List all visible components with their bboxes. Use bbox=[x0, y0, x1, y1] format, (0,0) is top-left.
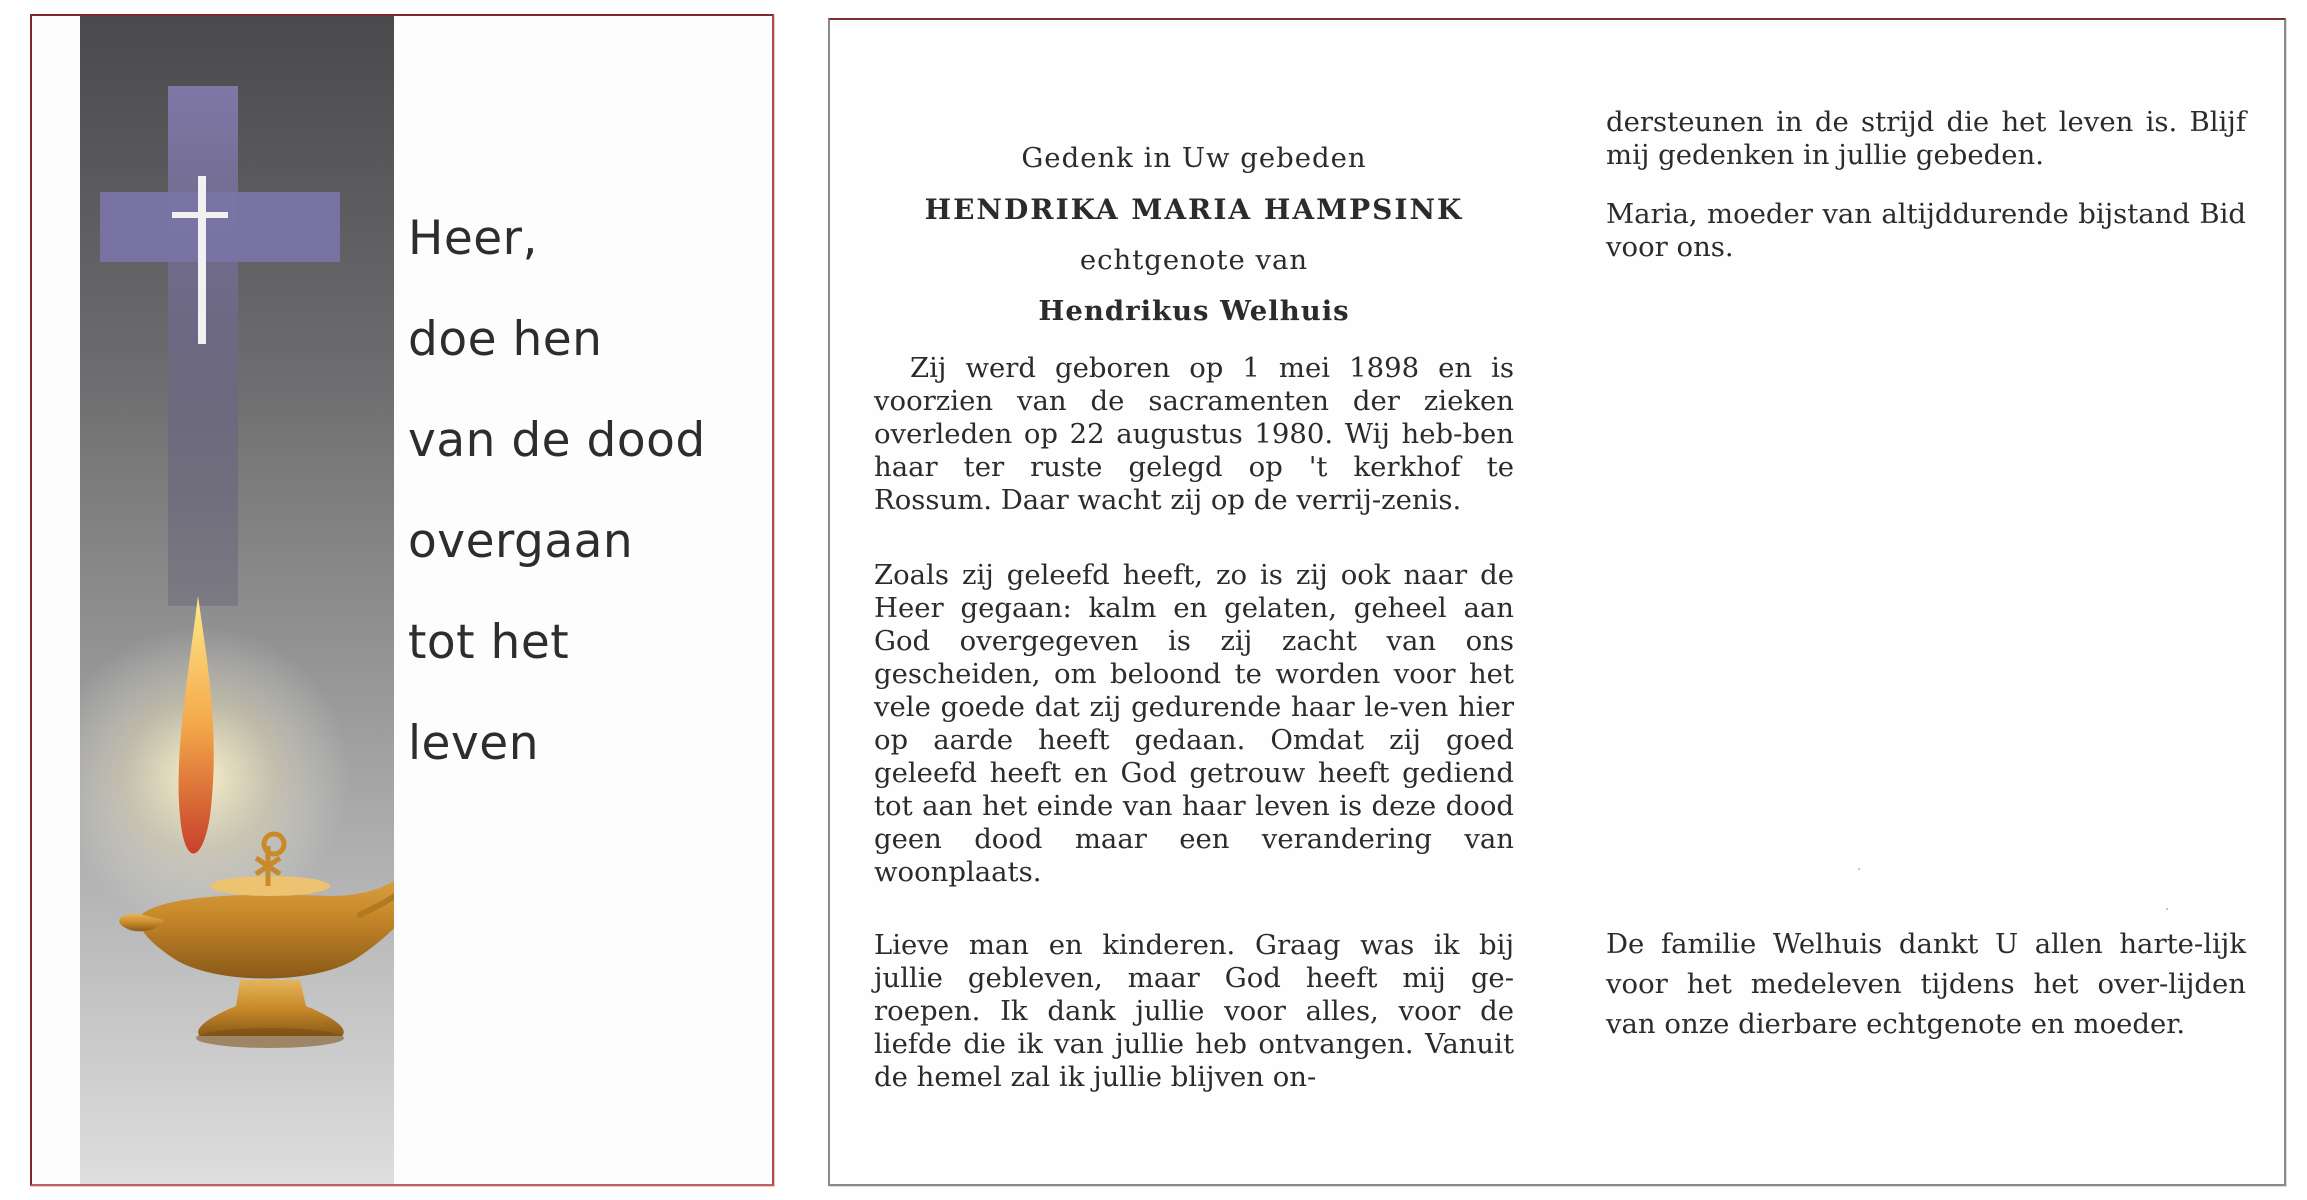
right-column bbox=[1606, 106, 2246, 264]
paper-speck bbox=[2166, 908, 2168, 910]
farewell-continued: dersteunen in de strijd die het leven is. Blijf mij gedenken in jullie gebeden. bbox=[1606, 106, 2246, 171]
left-column bbox=[874, 128, 1514, 1094]
cross-and-oil-lamp-illustration bbox=[80, 16, 394, 1184]
verse-line-5: tot het bbox=[408, 615, 570, 670]
farewell-paragraph: Lieve man en kinderen. Graag was ik bij jullie gebleven, maar God heeft mij ge-roepen. Ik dank jullie voor alles, voor de liefde die ik van jullie heb ontvangen. Vanuit de hemel zal ik jullie blijven on- bbox=[874, 929, 1514, 1093]
verse-text bbox=[408, 204, 706, 810]
heading: Gedenk in Uw gebeden bbox=[1021, 142, 1367, 174]
verse-line-1: Heer, bbox=[408, 211, 538, 266]
verse-line-3: van de dood bbox=[408, 413, 706, 468]
husband-name: Hendrikus Welhuis bbox=[1038, 295, 1350, 327]
biography-paragraph: Zij werd geboren op 1 mei 1898 en is voorzien van de sacramenten der zieken overleden op 22 augustus 1980. Wij heb-ben haar ter ruste gelegd op 't kerkhof te Rossum. Daar wacht zij op de verrij-zenis. bbox=[874, 352, 1514, 516]
relation-text: echtgenote van bbox=[1079, 244, 1309, 276]
verse-line-2: doe hen bbox=[408, 312, 603, 367]
verse-line-4: overgaan bbox=[408, 514, 634, 569]
deceased-name: HENDRIKA MARIA HAMPSINK bbox=[924, 193, 1464, 226]
prayer-text: Maria, moeder van altijddurende bijstand Bid voor ons. bbox=[1606, 198, 2246, 263]
memorial-card-inside bbox=[828, 18, 2286, 1186]
family-thanks: De familie Welhuis dankt U allen harte-lijk voor het medeleven tijdens het over-lijden van onze dierbare echtgenote en moeder. bbox=[1606, 928, 2246, 1040]
life-paragraph: Zoals zij geleefd heeft, zo is zij ook naar de Heer gegaan: kalm en gelaten, geheel aan God overgegeven is zij zacht van ons gescheiden, om beloond te worden voor het vele goede dat zij gedurende haar le-ven hier op aarde heeft gedaan. Omdat zij goed geleefd heeft en God getrouw heeft gediend tot aan het einde van haar leven is deze dood geen dood maar een verandering van woonplaats. bbox=[874, 559, 1514, 888]
memorial-card-front bbox=[30, 14, 774, 1186]
verse-line-6: leven bbox=[408, 716, 539, 771]
paper-speck bbox=[1858, 868, 1860, 870]
